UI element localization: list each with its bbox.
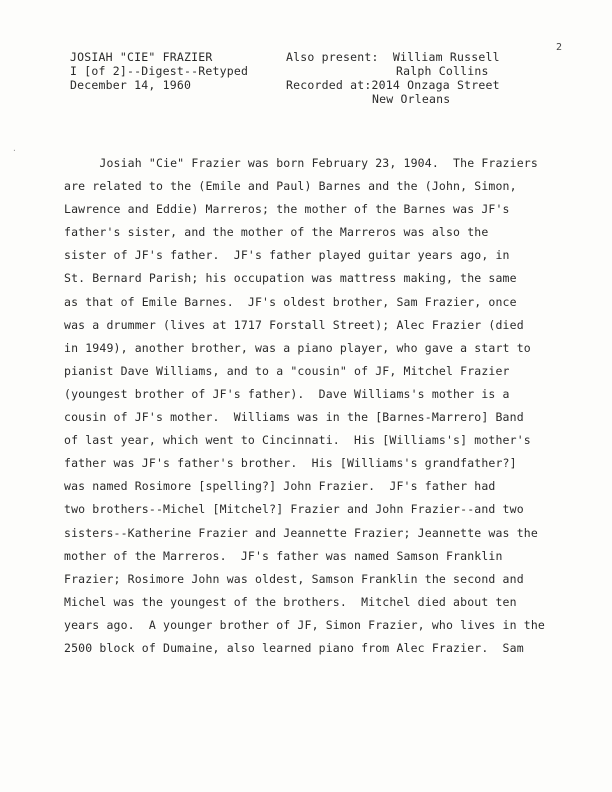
header-left-block [70, 50, 248, 92]
body-line: pianist Dave Williams, and to a "cousin" of JF, Mitchel Frazier [64, 363, 510, 378]
body-line: as that of Emile Barnes. JF's oldest brother, Sam Frazier, once [64, 294, 517, 309]
body-line: mother of the Marreros. JF's father was named Samson Franklin [64, 548, 503, 563]
header-interviewee: JOSIAH "CIE" FRAZIER [70, 50, 213, 64]
body-line: Josiah "Cie" Frazier was born February 23, 1904. The Fraziers [64, 156, 538, 170]
also-present-row [286, 50, 500, 64]
also-present-name-1: William Russell [392, 50, 500, 64]
margin-mark: · [12, 146, 17, 155]
body-line: father's sister, and the mother of the Marreros was also the [64, 225, 489, 240]
recorded-at-label: Recorded at: [286, 78, 372, 92]
header-date: December 14, 1960 [70, 78, 192, 92]
body-line: (youngest brother of JF's father). Dave Williams's mother is a [64, 386, 510, 401]
body-line: St. Bernard Parish; his occupation was mattress making, the same [64, 271, 517, 286]
digest-body [64, 152, 546, 660]
body-line: years ago. A younger brother of JF, Simon Frazier, who lives in the [64, 617, 546, 632]
body-line: Frazier; Rosimore John was oldest, Samson Franklin the second and [64, 571, 524, 586]
body-line: sisters--Katherine Frazier and Jeannette Frazier; Jeannette was the [64, 525, 538, 540]
body-line: Lawrence and Eddie) Marreros; the mother of the Barnes was JF's [64, 202, 510, 217]
body-line: father was JF's father's brother. His [Williams's grandfather?] [64, 456, 517, 471]
body-line: are related to the (Emile and Paul) Barnes and the (John, Simon, [64, 179, 517, 194]
header-right-block [286, 50, 500, 106]
body-line: sister of JF's father. JF's father played guitar years ago, in [64, 248, 510, 263]
body-line: 2500 block of Dumaine, also learned piano from Alec Frazier. Sam [64, 640, 524, 655]
body-line: was a drummer (lives at 1717 Forstall Street); Alec Frazier (died [64, 317, 524, 332]
body-line: in 1949), another brother, was a piano player, who gave a start to [64, 340, 531, 355]
body-line: cousin of JF's mother. Williams was in the [Barnes-Marrero] Band [64, 410, 524, 425]
also-present-name-2: Ralph Collins [396, 64, 489, 78]
recorded-at-city: New Orleans [372, 92, 451, 106]
body-line: two brothers--Michel [Mitchel?] Frazier and John Frazier--and two [64, 502, 524, 517]
body-line: of last year, which went to Cincinnati. His [Williams's] mother's [64, 433, 531, 448]
body-line: was named Rosimore [spelling?] John Frazier. JF's father had [64, 479, 496, 494]
page-number: 2 [556, 42, 563, 53]
recorded-at-address: 2014 Onzaga Street [371, 78, 500, 92]
header-part-info: I [of 2]--Digest--Retyped [70, 64, 249, 78]
body-line: Michel was the youngest of the brothers. Mitchel died about ten [64, 594, 517, 609]
also-present-label: Also present: [286, 50, 379, 64]
recorded-at-row [286, 78, 500, 92]
